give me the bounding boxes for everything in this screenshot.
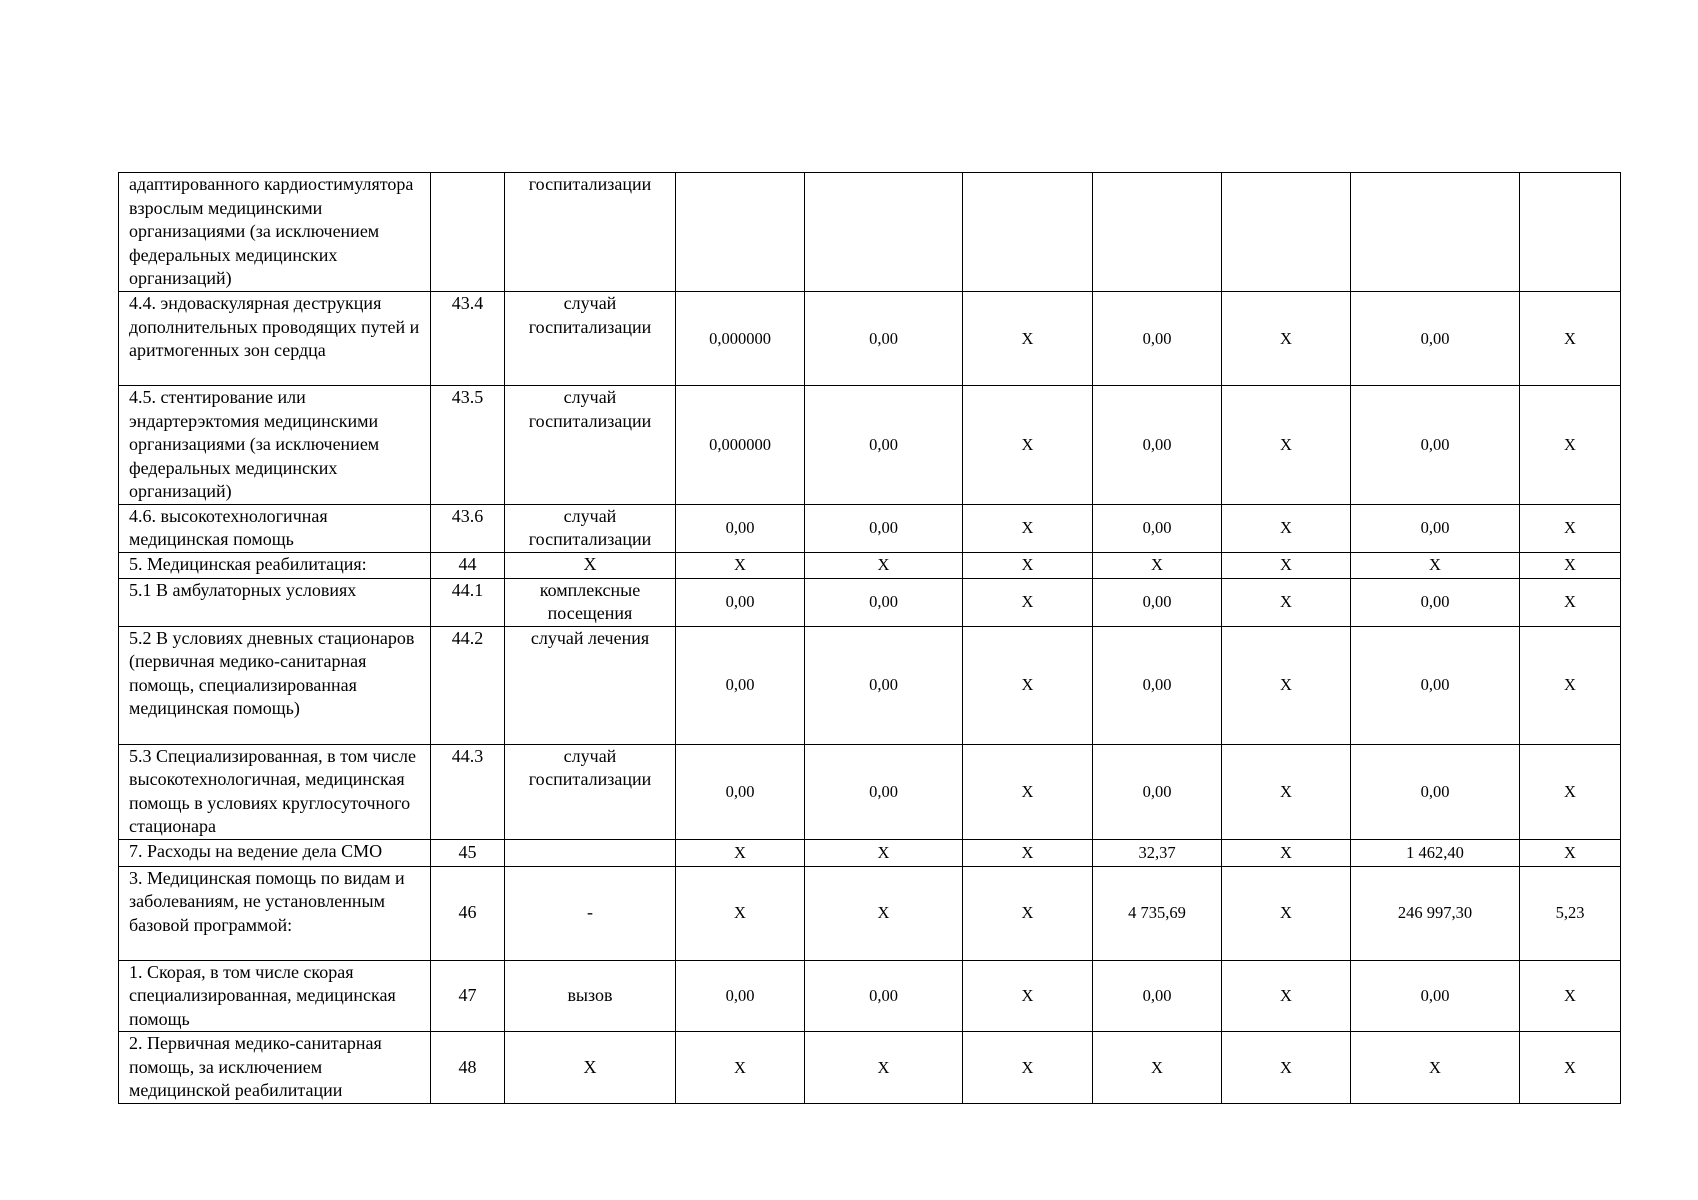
- row-unit-cell: случай госпитализации: [505, 504, 676, 552]
- value-cell: 0,00: [1093, 504, 1222, 552]
- value-cell: X: [1222, 866, 1351, 960]
- table-row: [119, 866, 1621, 960]
- row-code-cell: [431, 173, 505, 292]
- value-cell: [1222, 173, 1351, 292]
- table-row: [119, 173, 1621, 292]
- row-code-cell: 45: [431, 839, 505, 866]
- value-cell: X: [1222, 960, 1351, 1032]
- table-row: [119, 839, 1621, 866]
- value-cell: X: [1520, 552, 1621, 578]
- value-cell: 0,00: [1093, 744, 1222, 839]
- value-cell: X: [1520, 626, 1621, 744]
- value-cell: X: [676, 839, 805, 866]
- value-cell: 32,37: [1093, 839, 1222, 866]
- value-cell: X: [1093, 1032, 1222, 1104]
- row-code-cell: 43.4: [431, 292, 505, 386]
- row-name-cell: 4.4. эндоваскулярная деструкция дополнительных проводящих путей и аритмогенных зон сердца: [119, 292, 431, 386]
- value-cell: 0,00: [676, 960, 805, 1032]
- row-unit-cell: случай госпитализации: [505, 744, 676, 839]
- row-name-cell: адаптированного кардиостимулятора взрослым медицинскими организациями (за исключением федеральных медицинских организаций): [119, 173, 431, 292]
- value-cell: X: [805, 866, 963, 960]
- row-code-cell: 44: [431, 552, 505, 578]
- row-name-cell: 5.2 В условиях дневных стационаров (первичная медико-санитарная помощь, специализированная медицинская помощь): [119, 626, 431, 744]
- table-row: [119, 578, 1621, 626]
- value-cell: 0,00: [1093, 386, 1222, 505]
- value-cell: 0,00: [1093, 626, 1222, 744]
- row-code-cell: 44.1: [431, 578, 505, 626]
- value-cell: [676, 173, 805, 292]
- row-code-cell: 48: [431, 1032, 505, 1104]
- row-name-cell: 4.6. высокотехнологичная медицинская помощь: [119, 504, 431, 552]
- value-cell: X: [1351, 1032, 1520, 1104]
- value-cell: X: [963, 839, 1093, 866]
- value-cell: 0,00: [805, 386, 963, 505]
- row-unit-cell: комплексные посещения: [505, 578, 676, 626]
- value-cell: X: [1222, 1032, 1351, 1104]
- row-unit-cell: случай госпитализации: [505, 386, 676, 505]
- value-cell: 0,00: [676, 744, 805, 839]
- value-cell: X: [676, 866, 805, 960]
- row-name-cell: 4.5. стентирование или эндартерэктомия медицинскими организациями (за исключением федеральных медицинских организаций): [119, 386, 431, 505]
- value-cell: 4 735,69: [1093, 866, 1222, 960]
- value-cell: [805, 173, 963, 292]
- row-unit-cell: X: [505, 1032, 676, 1104]
- value-cell: X: [1222, 292, 1351, 386]
- row-name-cell: 1. Скорая, в том числе скорая специализированная, медицинская помощь: [119, 960, 431, 1032]
- table-row: [119, 744, 1621, 839]
- value-cell: [1093, 173, 1222, 292]
- row-code-cell: 44.2: [431, 626, 505, 744]
- row-code-cell: 43.5: [431, 386, 505, 505]
- value-cell: X: [805, 552, 963, 578]
- row-unit-cell: случай лечения: [505, 626, 676, 744]
- table-row: [119, 552, 1621, 578]
- value-cell: 0,00: [1351, 292, 1520, 386]
- value-cell: [1520, 173, 1621, 292]
- value-cell: 0,00: [676, 578, 805, 626]
- value-cell: 0,00: [676, 504, 805, 552]
- value-cell: X: [1222, 744, 1351, 839]
- value-cell: X: [1093, 552, 1222, 578]
- table-row: [119, 386, 1621, 505]
- row-name-cell: 5.1 В амбулаторных условиях: [119, 578, 431, 626]
- value-cell: 0,00: [1351, 744, 1520, 839]
- value-cell: X: [805, 1032, 963, 1104]
- value-cell: 0,00: [676, 626, 805, 744]
- value-cell: X: [1222, 552, 1351, 578]
- row-name-cell: 5. Медицинская реабилитация:: [119, 552, 431, 578]
- value-cell: X: [1520, 578, 1621, 626]
- value-cell: 0,00: [1093, 292, 1222, 386]
- value-cell: 0,00: [1093, 960, 1222, 1032]
- row-unit-cell: госпитализации: [505, 173, 676, 292]
- value-cell: 0,00: [1351, 504, 1520, 552]
- value-cell: 0,00: [1093, 578, 1222, 626]
- value-cell: X: [676, 1032, 805, 1104]
- value-cell: X: [963, 386, 1093, 505]
- value-cell: X: [963, 292, 1093, 386]
- row-code-cell: 46: [431, 866, 505, 960]
- value-cell: 0,00: [1351, 626, 1520, 744]
- value-cell: X: [963, 552, 1093, 578]
- value-cell: 0,00: [1351, 578, 1520, 626]
- value-cell: X: [1520, 839, 1621, 866]
- table-body: [119, 173, 1621, 1104]
- row-unit-cell: случай госпитализации: [505, 292, 676, 386]
- value-cell: X: [1222, 839, 1351, 866]
- value-cell: 0,00: [805, 578, 963, 626]
- value-cell: 0,000000: [676, 292, 805, 386]
- value-cell: 0,00: [1351, 960, 1520, 1032]
- value-cell: [1351, 173, 1520, 292]
- value-cell: X: [1520, 744, 1621, 839]
- value-cell: X: [1222, 626, 1351, 744]
- value-cell: 0,000000: [676, 386, 805, 505]
- value-cell: 5,23: [1520, 866, 1621, 960]
- value-cell: X: [963, 866, 1093, 960]
- row-unit-cell: -: [505, 866, 676, 960]
- value-cell: 0,00: [805, 292, 963, 386]
- row-code-cell: 44.3: [431, 744, 505, 839]
- value-cell: [963, 173, 1093, 292]
- row-code-cell: 47: [431, 960, 505, 1032]
- value-cell: 0,00: [805, 504, 963, 552]
- value-cell: X: [963, 578, 1093, 626]
- row-name-cell: 3. Медицинская помощь по видам и заболеваниям, не установленным базовой программой:: [119, 866, 431, 960]
- program-cost-table: [118, 172, 1621, 1104]
- value-cell: X: [1520, 960, 1621, 1032]
- value-cell: X: [1520, 292, 1621, 386]
- value-cell: X: [676, 552, 805, 578]
- row-name-cell: 2. Первичная медико-санитарная помощь, за исключением медицинской реабилитации: [119, 1032, 431, 1104]
- table-row: [119, 1032, 1621, 1104]
- value-cell: 0,00: [805, 626, 963, 744]
- value-cell: X: [1520, 1032, 1621, 1104]
- row-name-cell: 5.3 Специализированная, в том числе высокотехнологичная, медицинская помощь в условиях круглосуточного стационара: [119, 744, 431, 839]
- value-cell: X: [963, 626, 1093, 744]
- value-cell: X: [1520, 504, 1621, 552]
- row-unit-cell: вызов: [505, 960, 676, 1032]
- row-unit-cell: [505, 839, 676, 866]
- value-cell: 246 997,30: [1351, 866, 1520, 960]
- row-code-cell: 43.6: [431, 504, 505, 552]
- table-row: [119, 626, 1621, 744]
- value-cell: X: [1222, 386, 1351, 505]
- value-cell: X: [1351, 552, 1520, 578]
- row-unit-cell: X: [505, 552, 676, 578]
- row-name-cell: 7. Расходы на ведение дела СМО: [119, 839, 431, 866]
- table-row: [119, 292, 1621, 386]
- value-cell: 0,00: [805, 744, 963, 839]
- table-row: [119, 960, 1621, 1032]
- value-cell: 1 462,40: [1351, 839, 1520, 866]
- table-row: [119, 504, 1621, 552]
- value-cell: X: [963, 504, 1093, 552]
- value-cell: 0,00: [805, 960, 963, 1032]
- value-cell: 0,00: [1351, 386, 1520, 505]
- value-cell: X: [805, 839, 963, 866]
- value-cell: X: [963, 744, 1093, 839]
- value-cell: X: [1222, 578, 1351, 626]
- value-cell: X: [1222, 504, 1351, 552]
- value-cell: X: [963, 1032, 1093, 1104]
- value-cell: X: [963, 960, 1093, 1032]
- value-cell: X: [1520, 386, 1621, 505]
